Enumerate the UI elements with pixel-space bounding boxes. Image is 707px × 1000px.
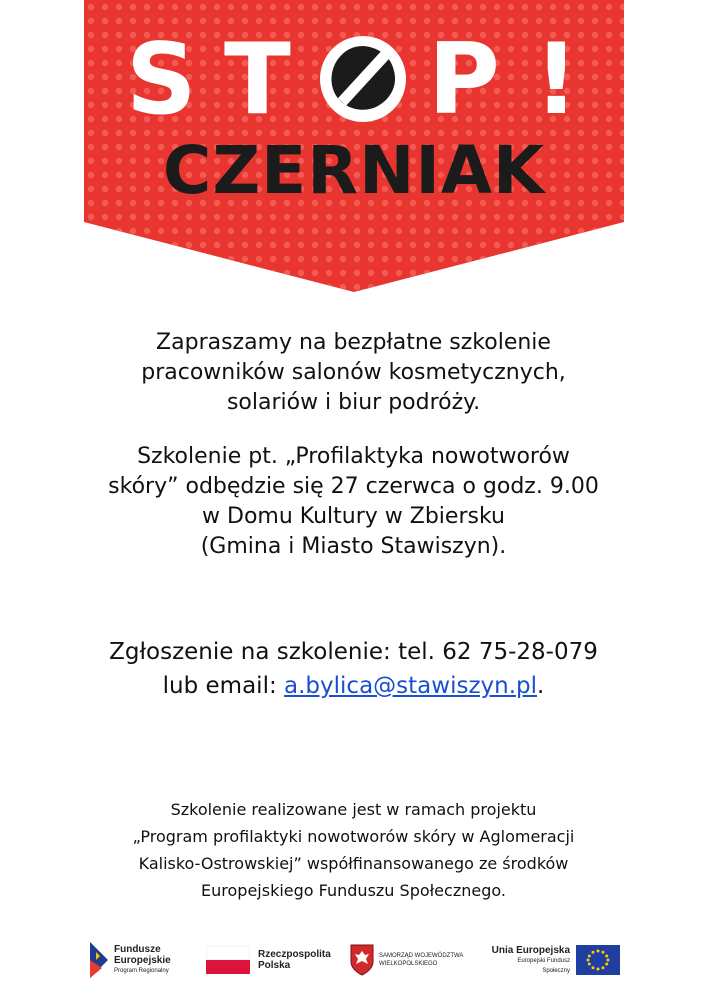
fundusze-europejskie-logo (88, 938, 171, 982)
polish-flag-icon (206, 946, 250, 974)
email-suffix: . (537, 673, 545, 699)
ue-subtitle: Europejski Fundusz Społeczny (517, 957, 571, 974)
details-line: (Gmina i Miasto Stawiszyn). (200, 534, 507, 559)
fe-subtitle: Program Regionalny (114, 968, 169, 974)
fe-title: Fundusze (114, 944, 161, 955)
prohibition-sign-icon (318, 34, 408, 124)
invitation-paragraph (0, 328, 707, 418)
project-line: Kalisko-Ostrowskiej” współfinansowanego ze środków (138, 854, 569, 873)
details-line: w Domu Kultury w Zbiersku (202, 504, 505, 529)
stop-letter-exclamation: ! (534, 23, 579, 137)
rp-title-2: Polska (258, 960, 291, 971)
wielkopolska-logo (350, 938, 463, 982)
training-details-paragraph (0, 442, 707, 562)
details-line: Szkolenie pt. „Profilaktyka nowotworów (137, 444, 570, 469)
details-line: skóry” odbędzie się 27 czerwca o godz. 9.00 (108, 474, 599, 499)
czerniak-heading: CZERNIAK (162, 132, 546, 209)
rzeczpospolita-polska-logo (206, 938, 331, 982)
eu-flag-icon (576, 945, 620, 975)
project-info (0, 796, 707, 904)
wlk-title: SAMORZĄD WOJEWÓDZTWA (379, 953, 464, 959)
email-link[interactable]: a.bylica@stawiszyn.pl (284, 673, 538, 699)
invitation-line: Zapraszamy na bezpłatne szkolenie (156, 330, 551, 355)
sponsor-logos (88, 938, 620, 982)
ue-title: Unia Europejska (491, 944, 571, 956)
stop-czerniak-banner (84, 0, 624, 292)
invitation-line: solariów i biur podróży. (226, 390, 481, 415)
wlk-title-2: WIELKOPOLSKIEGO (379, 961, 438, 967)
email-line (0, 669, 707, 703)
stop-letter-s: S (126, 23, 197, 137)
project-line: Europejskiego Funduszu Społecznego. (201, 881, 506, 900)
fe-title-2: Europejskie (114, 955, 171, 966)
phone-line: Zgłoszenie na szkolenie: tel. 62 75-28-079 (109, 639, 598, 665)
unia-europejska-logo (488, 938, 620, 982)
project-line: Szkolenie realizowane jest w ramach projektu (170, 800, 537, 819)
registration-paragraph (0, 635, 707, 703)
stop-letter-p: P (428, 23, 500, 137)
fundusze-europejskie-icon (88, 940, 110, 980)
rp-title: Rzeczpospolita (258, 949, 331, 960)
wielkopolska-eagle-crest-icon (350, 944, 374, 976)
stop-letter-t: T (224, 23, 291, 137)
invitation-line: pracowników salonów kosmetycznych, (141, 360, 566, 385)
email-prefix: lub email: (162, 673, 285, 699)
project-line: „Program profilaktyki nowotworów skóry w Aglomeracji (132, 827, 575, 846)
